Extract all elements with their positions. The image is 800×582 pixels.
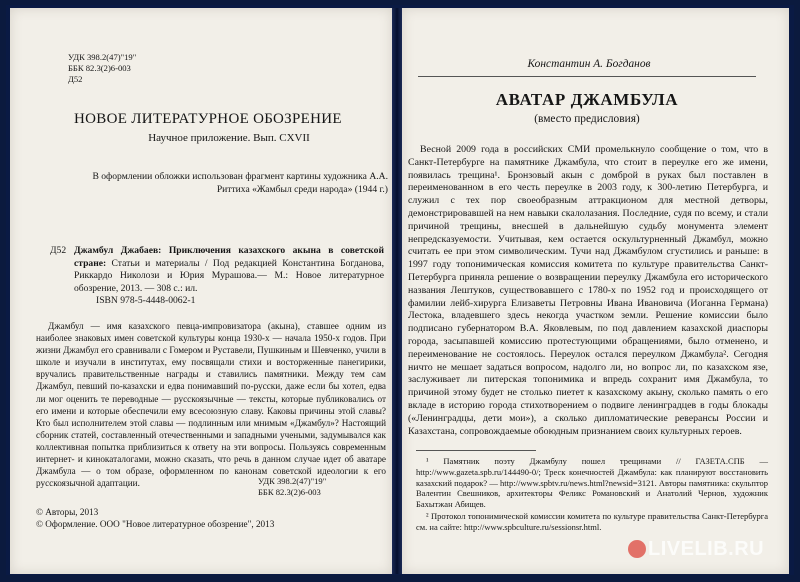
author-name: Константин А. Богданов bbox=[527, 58, 651, 70]
udk-block bbox=[68, 52, 136, 86]
udk-text: УДК 398.2(47)"19" bbox=[68, 52, 137, 62]
chapter-subtitle: (вместо предисловия) bbox=[534, 113, 640, 125]
bbk-text: ББК 82.3(2)6-003 bbox=[68, 63, 131, 74]
isbn-text: ISBN 978-5-4448-0062-1 bbox=[96, 295, 196, 307]
bbk-footer-text: ББК 82.3(2)6-003 bbox=[258, 487, 321, 497]
header-rule bbox=[418, 76, 756, 77]
biblio-rest: Статьи и материалы / Под редакцией Константина Богданова, Риккардо Николози и Юрия Мурашова.— М.: Новое литературное обозрение, 2013. — 308 с.: ил. bbox=[74, 257, 384, 294]
cover-note: В оформлении обложки использован фрагмент картины художника А.А. Риттиха «Жамбыл среди народа» (1944 г.) bbox=[92, 171, 388, 195]
udk-footer bbox=[258, 476, 326, 498]
watermark: LIVELIB.RU bbox=[648, 538, 765, 560]
series-subtitle: Научное приложение. Вып. CXVII bbox=[148, 132, 310, 144]
footnote-2: ² Протокол топонимической комиссии комитета по культуре правительства Санкт-Петербурга см. на сайте: http://www.spbculture.ru/sessionsr.html. bbox=[416, 510, 768, 532]
left-page bbox=[10, 8, 393, 574]
biblio-record bbox=[74, 245, 384, 308]
chapter-body: Весной 2009 года в российских СМИ промелькнуло сообщение о том, что в Санкт-Петербурге на памятнике Джамбула, что стоит в переулке его же имени, появилась трещина¹. Бронзовый акын с домброй в руках был поставлен в переименованном в его честь переулке в 2003 году, к 300-летию Петербурга, и служил с тех пор своеобразным аттракционом для местной детворы, демонстрировавшей на нем навыки скалолазания. Последние, судя по всему, и стали причиной трещины, внесшей в дальнейшую судьбу монумента элемент непредсказуемости. Учитывая, кем остается оскультурненный Джамбул, можно считать ее при этом символическим. Тучи над Джамбулом сгустились и раньше: в 1997 году топонимическая комиссия комитета по культуре правительства Санкт-Петербурга приняла решение о возвращении переулку Джамбула его исторического названия Лештуков, существовавшего с 1780-х по 1952 год и происходящего от фамилии лейб-хирурга Елизаветы Петровны Ивана Ивановича (Иоганна Германа) Лестока, владевшего здесь некогда участком земли. Решение комиссии было подписано губернатором В.А. Яковлевым, по под давлением казахской диаспоры города, засыпавшей комиссию протестующими обращениями, было отменено, и переименование не состоялось. Переулок остался переулком Джамбула². Сегодня ничто не мешает задаться вопросом, надолго ли, но вопрос ли, по казахском язе, заслуживает ли питерская топонимика и впредь сохранит имя Джамбула, то причиной этому будет не столько пиетет к казахскому акыну, сколько память о его вкладе в историю города стихотворением о подвиге ленинградцев в годы блокады («Ленинградцы, дети мои»), а сколько дипломатические реверансы России и Казахстана, сопровождаемые обоюдным признанием своих культурных героев. bbox=[408, 144, 768, 437]
watermark-logo-icon bbox=[628, 540, 646, 558]
footnote-rule bbox=[416, 450, 536, 451]
copyright-block bbox=[36, 506, 274, 530]
udk-footer-text: УДК 398.2(47)"19" bbox=[258, 476, 327, 486]
code-text: Д52 bbox=[68, 74, 83, 85]
book-gutter bbox=[392, 8, 402, 574]
copyright-design: © Оформление. ООО "Новое литературное обозрение", 2013 bbox=[36, 519, 275, 529]
annotation-text: Джамбул — имя казахского певца-импровизатора (акына), ставшее одним из наиболее знаковых имен советской культуры конца 1930-х — начала 1950-х годов. При жизни Джамбул его сравнивали с Гомером и Руставели, Пушкиным и Шевченко, учили в школе и изучали в институтах, ему посвящали стихи и восторженные панегирики, вручались правительственные награды и ставились памятники. Между тем сам Джамбул, певший по-казахски и едва понимавший по-русски, даже если бы хотел, едва ли мог оценить те переводные — русскоязычные — тексты, которые публиковались от его имени и которые обеспечили ему всесоюзную славу. Каковы причины этой славы? Кто был исполнителем этой славы — подлинным или мнимым «Джамбул»? Настоящий сборник статей, составленный отечественными и западными учеными, задумывался как коллективная попытка приблизиться к ответу на эти вопросы. Пользуясь современным интернет- и кинокаталогами, можно сказать, что речь в данном случае идет об аватаре Джамбула — о том образе, оформленном по канонам советской идеологии к его русскоязычной адаптации. bbox=[36, 321, 386, 489]
footnote-1: ¹ Памятник поэту Джамбулу пошел трещинами // ГАЗЕТА.СПБ — http://www.gazeta.spb.ru/144490-0/; Треск конечностей Джамбула: как планируют восстановить казахский подарок? — http://www.spbtv.ru/news.html?newsid=3121. Авторы памятника: скульптор Валентин Свешников, архитекторы Феликс Романовский и Анатолий Чернов, художник Бахытжан Абищев. bbox=[416, 456, 768, 510]
biblio-title: Джамбул Джабаев: Приключения казахского акына в советской стране: bbox=[74, 245, 384, 269]
copyright-authors: © Авторы, 2013 bbox=[36, 507, 99, 517]
chapter-title: АВАТАР ДЖАМБУЛА bbox=[495, 90, 679, 109]
biblio-code: Д52 bbox=[50, 245, 67, 256]
series-title: НОВОЕ ЛИТЕРАТУРНОЕ ОБОЗРЕНИЕ bbox=[74, 111, 342, 127]
footnotes bbox=[416, 456, 768, 534]
